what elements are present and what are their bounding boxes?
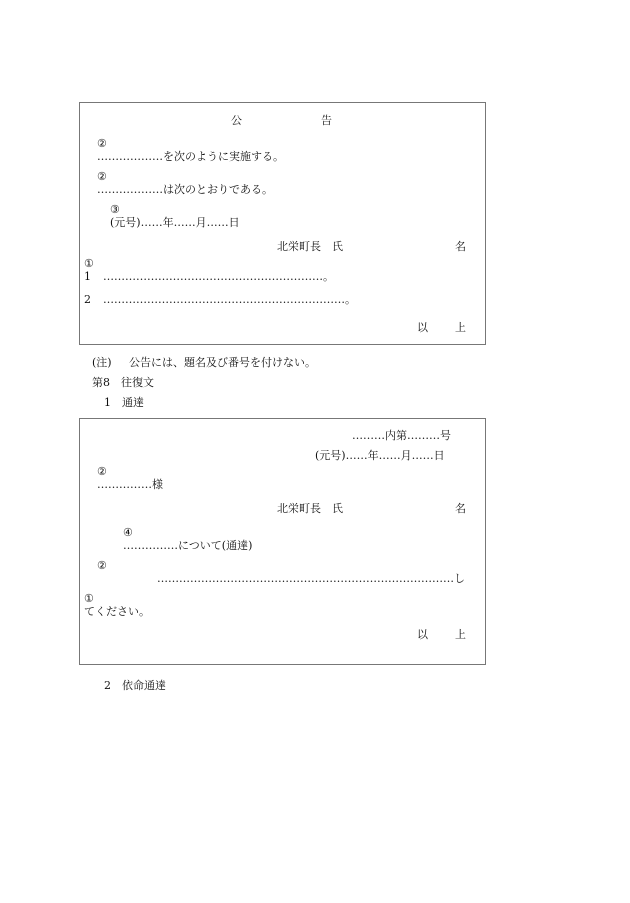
notice-item-2-number: 2 bbox=[84, 293, 91, 306]
note-text: 公告には、題名及び番号を付けない。 bbox=[129, 356, 316, 369]
notice-end-left: 以 bbox=[417, 321, 428, 334]
notice-item-1-text: ……………………………………………………。 bbox=[103, 270, 334, 283]
notice-mark-3: ③ bbox=[110, 203, 120, 216]
subsection-2-heading: 2 依命通達 bbox=[104, 679, 166, 692]
section-8-heading: 第8 往復文 bbox=[92, 376, 154, 389]
notice-item-2-text: …………………………………………………………。 bbox=[103, 293, 356, 306]
notice-title-right: 告 bbox=[321, 114, 332, 127]
notice-item-1-number: 1 bbox=[84, 270, 91, 283]
notice-line-1: ………………を次のように実施する。 bbox=[97, 150, 284, 163]
notice-title-left: 公 bbox=[231, 114, 242, 127]
subsection-1-heading: 1 通達 bbox=[104, 396, 144, 409]
tsutatsu-end-right: 上 bbox=[455, 628, 466, 641]
tsutatsu-body-line: ………………………………………………………………………し bbox=[157, 572, 465, 585]
tsutatsu-mark-1: ② bbox=[97, 465, 107, 478]
tsutatsu-subject: ……………について(通達) bbox=[123, 539, 253, 552]
notice-end-right: 上 bbox=[455, 321, 466, 334]
tsutatsu-signer: 北栄町長 氏 bbox=[277, 502, 343, 515]
tsutatsu-end-left: 以 bbox=[417, 628, 428, 641]
notice-signer-suffix: 名 bbox=[455, 240, 466, 253]
tsutatsu-mark-3: ② bbox=[97, 559, 107, 572]
tsutatsu-body-end: てください。 bbox=[84, 605, 150, 618]
notice-mark-1: ② bbox=[97, 137, 107, 150]
tsutatsu-addressee: ……………様 bbox=[97, 478, 163, 491]
tsutatsu-mark-2: ④ bbox=[123, 526, 133, 539]
notice-date-line: (元号)……年……月……日 bbox=[110, 216, 240, 229]
notice-mark-2: ② bbox=[97, 170, 107, 183]
notice-line-2: ………………は次のとおりである。 bbox=[97, 183, 273, 196]
note-label: (注) bbox=[92, 356, 112, 369]
tsutatsu-number-line: ………内第………号 bbox=[352, 429, 451, 442]
tsutatsu-date-line: (元号)……年……月……日 bbox=[315, 449, 445, 462]
tsutatsu-signer-suffix: 名 bbox=[455, 502, 466, 515]
notice-mark-4: ① bbox=[84, 257, 94, 270]
tsutatsu-mark-4: ① bbox=[84, 592, 94, 605]
notice-signer: 北栄町長 氏 bbox=[277, 240, 343, 253]
